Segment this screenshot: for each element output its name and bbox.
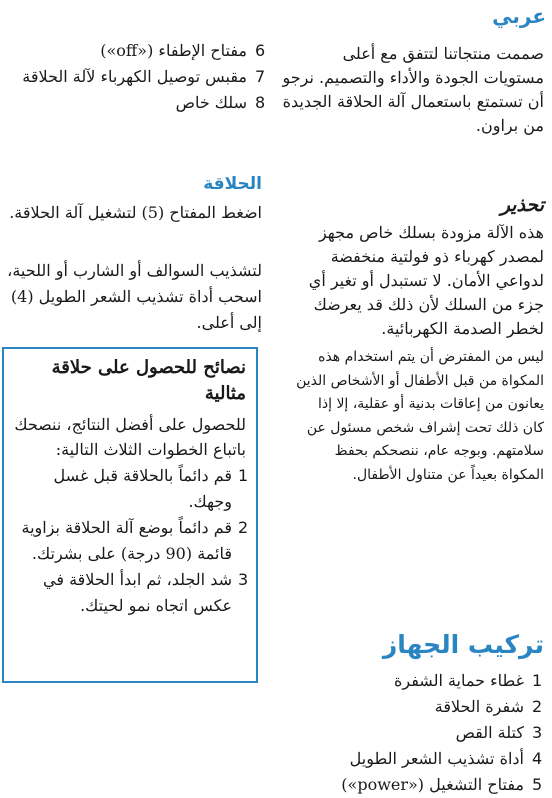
language-label: عربي: [492, 4, 546, 28]
list-item: 2 قم دائماً بوضع آلة الحلاقة بزاوية قائمة (90 درجة) على بشرتك.: [21, 518, 249, 563]
parts-list-continued: [5, 38, 267, 116]
list-item: 5 مفتاح التشغيل («power»): [341, 775, 543, 794]
warning-paragraph-2: ليس من المفترض أن يتم استخدام هذه المكواة من قبل الأطفال أو الأشخاص الذين يعانون من إعاقات بدنية أو عقلية، إلا إذا كان ذلك تحت إشراف شخص مسئول عن سلامتهم. وبوجه عام، ننصحكم بحفظ المكواة بعيداً عن متناول الأطفال.: [296, 349, 544, 483]
warning-paragraph-1: هذه الآلة مزودة بسلك خاص مجهز لمصدر كهرباء ذو فولتية منخفضة لدواعي الأمان. لا تستبدل أو تغير أي جزء من السلك لأن ذلك قد يعرضك لخطر الصدمة الكهربائية.: [308, 223, 544, 338]
assembly-title: تركيب الجهاز: [382, 630, 544, 659]
shaving-paragraph-2: لتشذيب السوالف أو الشارب أو اللحية، اسحب أداة تشذيب الشعر الطويل (4) إلى أعلى.: [7, 261, 262, 332]
warning-title: تحذير: [500, 194, 544, 216]
list-item: 7 مقبس توصيل الكهرباء لآلة الحلاقة: [22, 67, 266, 86]
list-item: 3 كتلة القص: [455, 723, 543, 742]
shaving-title: الحلاقة: [203, 174, 262, 194]
tips-box: [2, 347, 258, 683]
tips-list: [6, 463, 250, 619]
list-item: 8 سلك خاص: [175, 93, 266, 112]
list-item: 1 قم دائماً بالحلاقة قبل غسل وجهك.: [53, 466, 249, 511]
list-item: 3 شد الجلد، ثم ابدأ الحلاقة في عكس اتجاه نمو لحيتك.: [43, 570, 249, 615]
list-item: 1 غطاء حماية الشفرة: [393, 671, 543, 690]
assembly-list: [294, 668, 544, 798]
tips-title: نصائح للحصول على حلاقة مثالية: [51, 357, 246, 404]
list-item: 4 أداة تشذيب الشعر الطويل: [349, 749, 543, 768]
shaving-paragraph-1: اضغط المفتاح (5) لتشغيل آلة الحلاقة.: [9, 203, 262, 222]
list-item: 6 مفتاح الإطفاء («off»): [100, 41, 266, 60]
list-item: 2 شفرة الحلاقة: [434, 697, 543, 716]
tips-intro: للحصول على أفضل النتائج، ننصحك باتباع الخطوات الثلاث التالية:: [14, 415, 246, 459]
intro-paragraph: صممت منتجاتنا لتتفق مع أعلى مستويات الجودة والأداء والتصميم. نرجو أن تستمتع باستعمال آلة الحلاقة الجديدة من براون.: [282, 44, 544, 135]
